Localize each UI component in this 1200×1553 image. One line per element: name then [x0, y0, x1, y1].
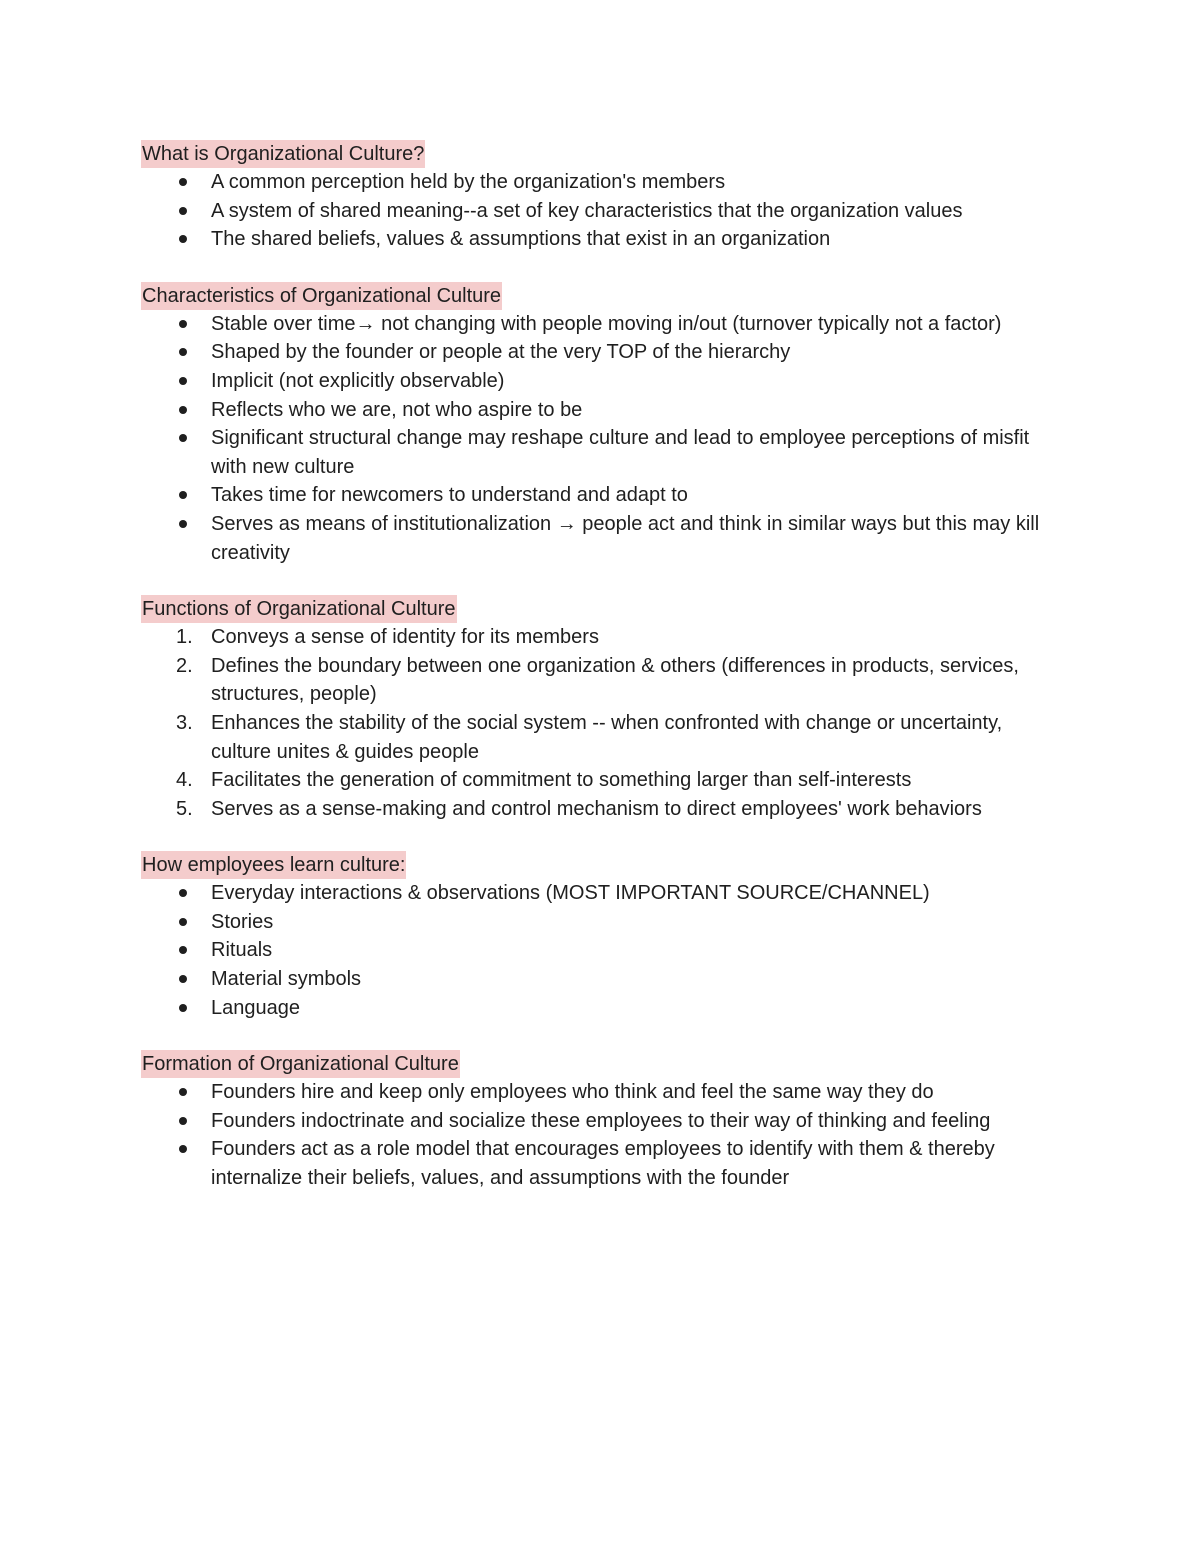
- section-characteristics: [141, 282, 1066, 567]
- list-item-text: Defines the boundary between one organization & others (differences in products, services, structures, people): [211, 654, 1019, 706]
- list-item-text: Facilitates the generation of commitment to something larger than self-interests: [211, 769, 912, 792]
- section-how-employees-learn: [141, 851, 1066, 1022]
- list-number: 2.: [176, 654, 193, 677]
- list-item: [141, 795, 1066, 824]
- bullet-list: [141, 879, 1066, 1022]
- list-item: Stories: [141, 908, 1066, 937]
- list-item: Material symbols: [141, 965, 1066, 994]
- list-item: [141, 709, 1066, 766]
- list-item: A common perception held by the organization's members: [141, 168, 1066, 197]
- list-item: A system of shared meaning--a set of key characteristics that the organization values: [141, 197, 1066, 226]
- list-item: [141, 623, 1066, 652]
- list-item-text: Enhances the stability of the social system -- when confronted with change or uncertainty, culture unites & guides people: [211, 711, 1003, 763]
- section-heading: What is Organizational Culture?: [141, 140, 425, 168]
- list-item: Founders act as a role model that encourages employees to identify with them & thereby internalize their beliefs, values, and assumptions with the founder: [141, 1135, 1066, 1192]
- list-number: 4.: [176, 769, 193, 792]
- list-item: Takes time for newcomers to understand and adapt to: [141, 481, 1066, 510]
- list-number: 5.: [176, 797, 193, 820]
- section-heading: Functions of Organizational Culture: [141, 595, 457, 623]
- bullet-list: [141, 310, 1066, 567]
- list-item: Everyday interactions & observations (MOST IMPORTANT SOURCE/CHANNEL): [141, 879, 1066, 908]
- list-item: The shared beliefs, values & assumptions that exist in an organization: [141, 225, 1066, 254]
- list-item: Shaped by the founder or people at the very TOP of the hierarchy: [141, 338, 1066, 367]
- section-what-is-culture: [141, 140, 1066, 254]
- section-heading: Formation of Organizational Culture: [141, 1050, 460, 1078]
- section-functions: [141, 595, 1066, 823]
- list-item: Rituals: [141, 936, 1066, 965]
- bullet-list: [141, 168, 1066, 254]
- bullet-list: [141, 1078, 1066, 1192]
- list-number: 1.: [176, 626, 193, 649]
- numbered-list: [141, 623, 1066, 823]
- list-item: Founders hire and keep only employees who think and feel the same way they do: [141, 1078, 1066, 1107]
- list-item-text: Serves as a sense-making and control mechanism to direct employees' work behaviors: [211, 797, 982, 820]
- section-formation: [141, 1050, 1066, 1192]
- list-item-text: Conveys a sense of identity for its members: [211, 626, 599, 649]
- list-item: Language: [141, 994, 1066, 1023]
- section-heading: How employees learn culture:: [141, 851, 406, 879]
- list-number: 3.: [176, 711, 193, 734]
- list-item: [141, 766, 1066, 795]
- list-item: Stable over time→ not changing with people moving in/out (turnover typically not a factor): [141, 310, 1066, 339]
- list-item: Implicit (not explicitly observable): [141, 367, 1066, 396]
- list-item: Significant structural change may reshape culture and lead to employee perceptions of misfit with new culture: [141, 424, 1066, 481]
- list-item: Founders indoctrinate and socialize these employees to their way of thinking and feeling: [141, 1107, 1066, 1136]
- list-item: [141, 652, 1066, 709]
- list-item: Reflects who we are, not who aspire to be: [141, 396, 1066, 425]
- list-item: Serves as means of institutionalization → people act and think in similar ways but this may kill creativity: [141, 510, 1066, 567]
- section-heading: Characteristics of Organizational Culture: [141, 282, 502, 310]
- document-page: [141, 140, 1066, 1221]
